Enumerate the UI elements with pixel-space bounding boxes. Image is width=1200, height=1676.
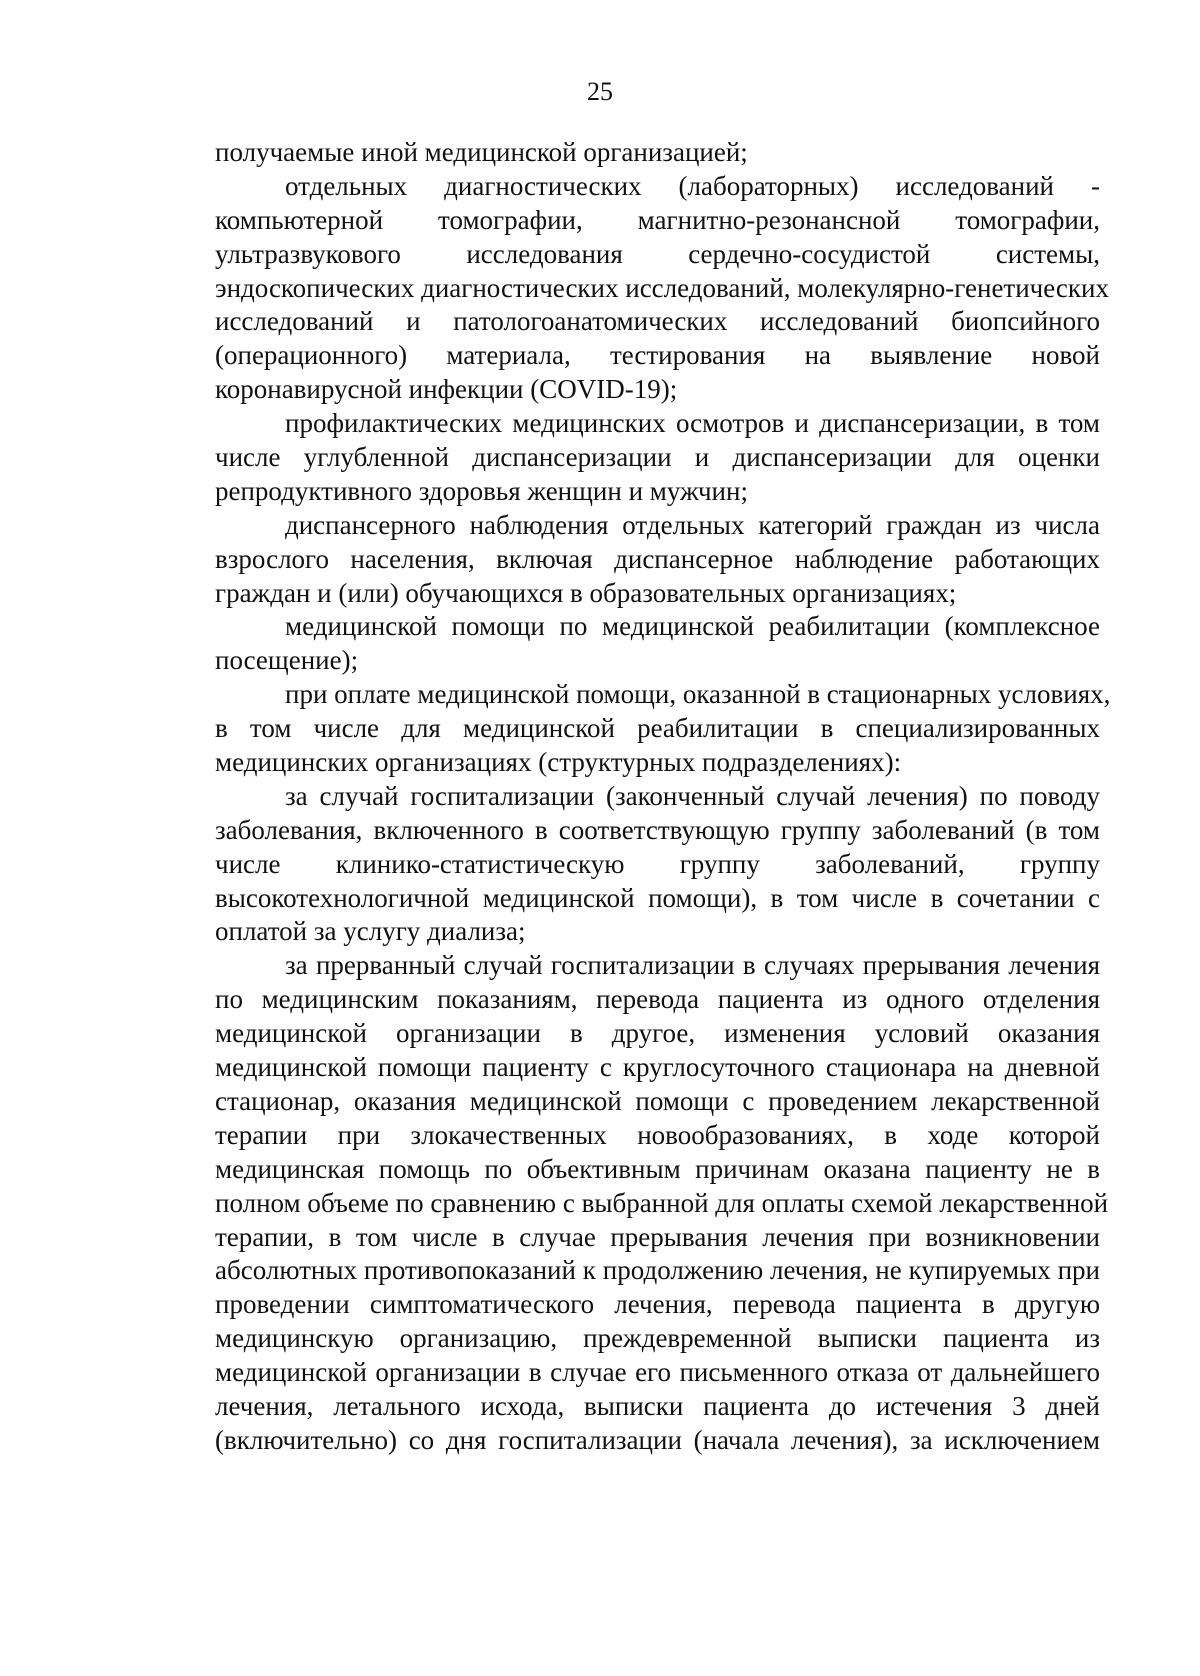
- text-line: эндоскопических диагностических исследований, молекулярно-генетических: [215, 272, 1109, 303]
- text-line: по медицинским показаниям, перевода пациента из одного отделения: [215, 984, 1100, 1015]
- text-line: полном объеме по сравнению с выбранной для оплаты схемой лекарственной: [215, 1187, 1109, 1218]
- text-line: взрослого населения, включая диспансерное наблюдение работающих: [215, 543, 1100, 574]
- text-line: (операционного) материала, тестирования на выявление новой: [215, 340, 1100, 371]
- text-line: проведении симптоматического лечения, перевода пациента в другую: [215, 1289, 1100, 1320]
- page-number: 25: [587, 77, 613, 106]
- text-line: ультразвукового исследования сердечно-сосудистой системы,: [215, 238, 1100, 269]
- text-line: репродуктивного здоровья женщин и мужчин;: [215, 475, 748, 506]
- text-line: лечения, летального исхода, выписки пациента до истечения 3 дней: [215, 1390, 1100, 1421]
- text-line: оплатой за услугу диализа;: [215, 916, 526, 947]
- text-line: за прерванный случай госпитализации в случаях прерывания лечения: [285, 950, 1100, 981]
- text-line: медицинской организации в другое, изменения условий оказания: [215, 1018, 1100, 1049]
- text-line: числе углубленной диспансеризации и диспансеризации для оценки: [215, 442, 1100, 473]
- text-line: медицинских организациях (структурных подразделениях):: [215, 747, 902, 778]
- text-line: терапии при злокачественных новообразованиях, в ходе которой: [215, 1119, 1100, 1150]
- text-line: медицинскую организацию, преждевременной выписки пациента из: [215, 1323, 1100, 1354]
- text-line: получаемые иной медицинской организацией;: [215, 137, 748, 167]
- text-line: компьютерной томографии, магнитно-резонансной томографии,: [215, 204, 1100, 235]
- text-line: медицинская помощь по объективным причинам оказана пациенту не в: [215, 1153, 1100, 1184]
- text-line: граждан и (или) обучающихся в образовательных организациях;: [215, 577, 957, 608]
- document-body: [215, 136, 1111, 1458]
- text-line: при оплате медицинской помощи, оказанной в стационарных условиях,: [285, 679, 1111, 710]
- text-line: посещение);: [215, 645, 359, 676]
- text-line: стационар, оказания медицинской помощи с проведением лекарственной: [215, 1085, 1100, 1116]
- text-line: коронавирусной инфекции (COVID-19);: [215, 374, 678, 405]
- text-line: диспансерного наблюдения отдельных категорий граждан из числа: [285, 509, 1100, 540]
- text-line: медицинской организации в случае его письменного отказа от дальнейшего: [215, 1357, 1100, 1388]
- text-line: (включительно) со дня госпитализации (начала лечения), за исключением: [215, 1424, 1100, 1455]
- text-line: в том числе для медицинской реабилитации в специализированных: [215, 713, 1100, 744]
- text-line: медицинской помощи пациенту с круглосуточного стационара на дневной: [215, 1052, 1100, 1083]
- text-line: отдельных диагностических (лабораторных) исследований -: [285, 170, 1100, 201]
- text-line: абсолютных противопоказаний к продолжению лечения, не купируемых при: [215, 1255, 1100, 1286]
- text-line: медицинской помощи по медицинской реабилитации (комплексное: [285, 611, 1100, 642]
- text-line: терапии, в том числе в случае прерывания лечения при возникновении: [215, 1221, 1100, 1252]
- text-line: профилактических медицинских осмотров и диспансеризации, в том: [285, 408, 1100, 439]
- text-line: высокотехнологичной медицинской помощи), в том числе в сочетании с: [215, 882, 1100, 913]
- text-line: заболевания, включенного в соответствующую группу заболеваний (в том: [215, 814, 1100, 845]
- text-line: за случай госпитализации (законченный случай лечения) по поводу: [285, 780, 1100, 811]
- text-line: исследований и патологоанатомических исследований биопсийного: [215, 306, 1100, 337]
- text-line: числе клинико-статистическую группу заболеваний, группу: [215, 848, 1100, 879]
